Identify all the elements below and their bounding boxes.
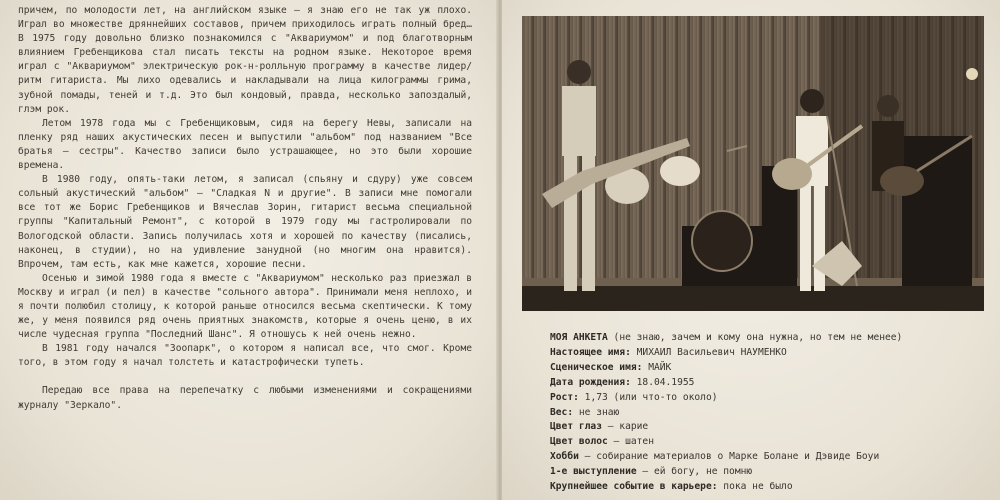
q-value: пока не было (717, 481, 793, 493)
questionnaire (550, 331, 970, 495)
memoir-text (18, 4, 472, 413)
right-page (502, 0, 1000, 500)
q-value: 18.04.1955 (630, 376, 695, 388)
q-hobby (550, 450, 970, 465)
memoir-paragraph: Передаю все права на перепечатку с любыми изменениями и сокращениями журналу "Зеркало". (18, 385, 472, 411)
q-hair-color (550, 435, 970, 450)
q-height (550, 391, 970, 406)
q-label: Сценическое имя: (550, 361, 643, 373)
band-concert-photo (522, 16, 984, 311)
q-value: – шатен (607, 436, 654, 448)
q-stage-name (550, 361, 970, 376)
q-value: 1,73 (или что-то около) (578, 391, 718, 403)
q-label: Хобби (550, 451, 579, 463)
q-label: Цвет волос (550, 436, 608, 448)
concert-photo-illustration (522, 16, 984, 311)
q-label: Крупнейшее событие в карьере: (550, 481, 718, 493)
q-value: (не знаю, зачем и кому она нужна, но тем не менее) (607, 332, 903, 343)
memoir-paragraph: причем, по молодости лет, на английском языке – я знаю его не так уж плохо. Играл во множестве дряннейших составов, причем приходилось играть полный бред… В 1975 году довольно близко познакомился с "Аквариумом" и под благотворным влиянием Гребенщикова стал писать тексты на родном языке. Некоторое время играл с "Аквариумом" электрическую рок-н-ролльную программу в качестве лидер/ритм гитариста. Мы лихо одевались и накладывали на лица килограммы грима, зубной помады, теней и т.д. Это был кондовый, правда, несколько запоздалый, глэм рок. (18, 5, 472, 115)
memoir-paragraph: В 1981 году начался "Зоопарк", о котором я написал все, что смог. Кроме того, в этом году я начал толстеть и катастрофически тупеть. (18, 343, 472, 369)
q-value: не знаю (573, 406, 620, 418)
q-label: Вес: (550, 406, 574, 418)
q-label: Дата рождения: (550, 376, 631, 388)
memoir-paragraph: Летом 1978 года мы с Гребенщиковым, сидя на берегу Невы, записали на пленку ряд наших акустических песен и выпустили "альбом" под названием "Все братья – сестры". Качество записи было устрашающее, но это были хорошие времена. (18, 117, 472, 172)
q-eye-color (550, 420, 970, 435)
q-label: Цвет глаз (550, 421, 602, 433)
left-page (0, 0, 498, 500)
q-label: Настоящее имя: (550, 346, 631, 358)
q-real-name (550, 346, 970, 361)
q-biggest-event (550, 480, 970, 495)
q-value: – карие (601, 421, 649, 433)
memoir-paragraph: В 1980 году, опять-таки летом, я записал (спьяну и сдуру) уже совсем сольный акустический "альбом" – "Сладкая N и другие". В записи мне помогали все тот же Борис Гребенщиков и Вячеслав Зорин, гитарист весьма специальной группы "Капитальный Ремонт", с которой в 1979 году мы гастролировали по Вологодской области. Запись получилась хотя и хорошей по качеству (писались, наконец, в студии), но на удивление занудной (но многим она нравится). Впрочем, там есть, как мне кажется, хорошие песни. (18, 174, 472, 270)
q-value: МАЙК (642, 361, 672, 373)
questionnaire-title (550, 331, 970, 346)
q-label: Рост: (550, 391, 579, 403)
q-birth-date (550, 376, 970, 391)
q-label: МОЯ АНКЕТА (550, 332, 608, 343)
q-label: 1-е выступление (550, 466, 637, 478)
q-first-performance (550, 465, 970, 480)
q-value: – ей богу, не помню (636, 466, 753, 478)
q-value: – собирание материалов о Марке Болане и Дэвиде Боуи (578, 451, 880, 463)
q-value: МИХАИЛ Васильевич НАУМЕНКО (630, 346, 787, 358)
q-weight (550, 406, 970, 421)
memoir-paragraph: Осенью и зимой 1980 года я вместе с "Аквариумом" несколько раз приезжал в Москву и играл (и пел) в качестве "сольного автора". Принимали меня неплохо, и я почти полюбил столицу, к которой раньше относился весьма скептически. К тому же, у меня появился ряд очень приятных знакомств, которые я очень ценю, в их числе чудесная группа "Последний Шанс". Я отношусь к ней очень нежно. (18, 272, 472, 341)
